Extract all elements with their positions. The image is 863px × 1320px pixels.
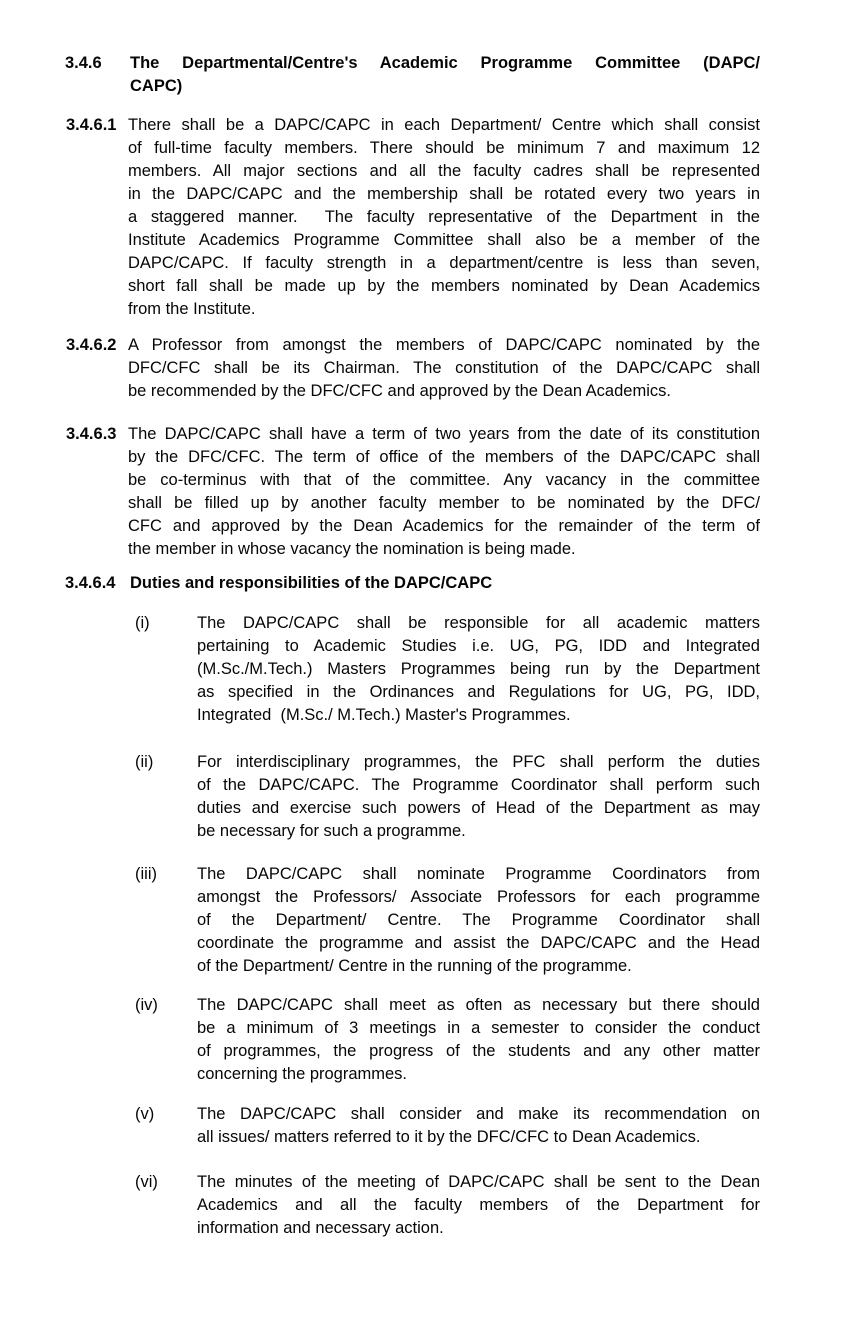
- text-line: of programmes, the progress of the students and any other matter: [197, 1042, 760, 1060]
- text-line: amongst the Professors/ Associate Professors for each programme: [197, 888, 760, 906]
- section-number: 3.4.6.3: [66, 425, 117, 443]
- text-line: a staggered manner. The faculty representative of the Department in the: [128, 208, 760, 226]
- section-heading: [65, 52, 863, 98]
- list-item-marker: (ii): [135, 753, 154, 771]
- list-item: [135, 994, 863, 1086]
- block-text: [197, 1171, 760, 1240]
- text-line: DAPC/CAPC. If faculty strength in a department/centre is less than seven,: [128, 254, 760, 272]
- block-text: [128, 423, 760, 561]
- text-line: in the DAPC/CAPC and the membership shall be rotated every two years in: [128, 185, 760, 203]
- text-line: be co-terminus with that of the committee. Any vacancy in the committee: [128, 471, 760, 489]
- block-text: [128, 114, 760, 321]
- text-line: coordinate the programme and assist the DAPC/CAPC and the Head: [197, 934, 760, 952]
- section-heading: [65, 572, 863, 595]
- block-text: [130, 52, 760, 98]
- text-line: as specified in the Ordinances and Regulations for UG, PG, IDD,: [197, 683, 760, 701]
- section-paragraph: [66, 334, 863, 403]
- list-item-marker: (i): [135, 614, 150, 632]
- block-text: [197, 863, 760, 978]
- text-line: There shall be a DAPC/CAPC in each Department/ Centre which shall consist: [128, 116, 760, 134]
- text-line: DFC/CFC shall be its Chairman. The constitution of the DAPC/CAPC shall: [128, 359, 760, 377]
- text-line: members. All major sections and all the faculty cadres shall be represented: [128, 162, 760, 180]
- text-line: Duties and responsibilities of the DAPC/CAPC: [130, 574, 493, 592]
- text-line: by the DFC/CFC. The term of office of the members of the DAPC/CAPC shall: [128, 448, 760, 466]
- text-line: information and necessary action.: [197, 1219, 444, 1237]
- text-line: of the Department/ Centre. The Programme Coordinator shall: [197, 911, 760, 929]
- text-line: concerning the programmes.: [197, 1065, 408, 1083]
- text-line: of the Department/ Centre in the running of the programme.: [197, 957, 632, 975]
- text-line: be necessary for such a programme.: [197, 822, 466, 840]
- text-line: A Professor from amongst the members of DAPC/CAPC nominated by the: [128, 336, 760, 354]
- text-line: the member in whose vacancy the nomination is being made.: [128, 540, 576, 558]
- block-text: [130, 572, 760, 595]
- text-line: The DAPC/CAPC shall meet as often as necessary but there should: [197, 996, 760, 1014]
- text-line: Integrated (M.Sc./ M.Tech.) Master's Programmes.: [197, 706, 571, 724]
- text-line: The minutes of the meeting of DAPC/CAPC shall be sent to the Dean: [197, 1173, 760, 1191]
- text-line: CAPC): [130, 77, 183, 95]
- text-line: short fall shall be made up by the members nominated by Dean Academics: [128, 277, 760, 295]
- block-text: [128, 334, 760, 403]
- text-line: The DAPC/CAPC shall have a term of two years from the date of its constitution: [128, 425, 760, 443]
- list-item: [135, 1103, 863, 1149]
- list-item: [135, 863, 863, 978]
- text-line: The DAPC/CAPC shall be responsible for all academic matters: [197, 614, 760, 632]
- text-line: The DAPC/CAPC shall consider and make its recommendation on: [197, 1105, 760, 1123]
- section-number: 3.4.6.1: [66, 116, 117, 134]
- section-number: 3.4.6.4: [65, 574, 116, 592]
- text-line: of the DAPC/CAPC. The Programme Coordinator shall perform such: [197, 776, 760, 794]
- block-text: [197, 612, 760, 727]
- list-item-marker: (iv): [135, 996, 158, 1014]
- text-line: CFC and approved by the Dean Academics for the remainder of the term of: [128, 517, 760, 535]
- text-line: shall be filled up by another faculty member to be nominated by the DFC/: [128, 494, 760, 512]
- section-number: 3.4.6: [65, 54, 102, 72]
- block-text: [197, 1103, 760, 1149]
- text-line: be a minimum of 3 meetings in a semester to consider the conduct: [197, 1019, 760, 1037]
- list-item: [135, 612, 863, 727]
- text-line: The DAPC/CAPC shall nominate Programme Coordinators from: [197, 865, 760, 883]
- text-line: duties and exercise such powers of Head of the Department as may: [197, 799, 760, 817]
- text-line: Institute Academics Programme Committee shall also be a member of the: [128, 231, 760, 249]
- text-line: (M.Sc./M.Tech.) Masters Programmes being run by the Department: [197, 660, 760, 678]
- list-item-marker: (v): [135, 1105, 155, 1123]
- text-line: pertaining to Academic Studies i.e. UG, PG, IDD and Integrated: [197, 637, 760, 655]
- text-line: The Departmental/Centre's Academic Programme Committee (DAPC/: [130, 54, 760, 72]
- text-line: be recommended by the DFC/CFC and approved by the Dean Academics.: [128, 382, 671, 400]
- list-item-marker: (vi): [135, 1173, 158, 1191]
- list-item-marker: (iii): [135, 865, 157, 883]
- list-item: [135, 751, 863, 843]
- section-number: 3.4.6.2: [66, 336, 117, 354]
- section-paragraph: [66, 423, 863, 561]
- section-paragraph: [66, 114, 863, 321]
- list-item: [135, 1171, 863, 1240]
- text-line: all issues/ matters referred to it by the DFC/CFC to Dean Academics.: [197, 1128, 701, 1146]
- text-line: For interdisciplinary programmes, the PFC shall perform the duties: [197, 753, 760, 771]
- text-line: of full-time faculty members. There should be minimum 7 and maximum 12: [128, 139, 760, 157]
- text-line: from the Institute.: [128, 300, 256, 318]
- block-text: [197, 994, 760, 1086]
- text-line: Academics and all the faculty members of the Department for: [197, 1196, 760, 1214]
- block-text: [197, 751, 760, 843]
